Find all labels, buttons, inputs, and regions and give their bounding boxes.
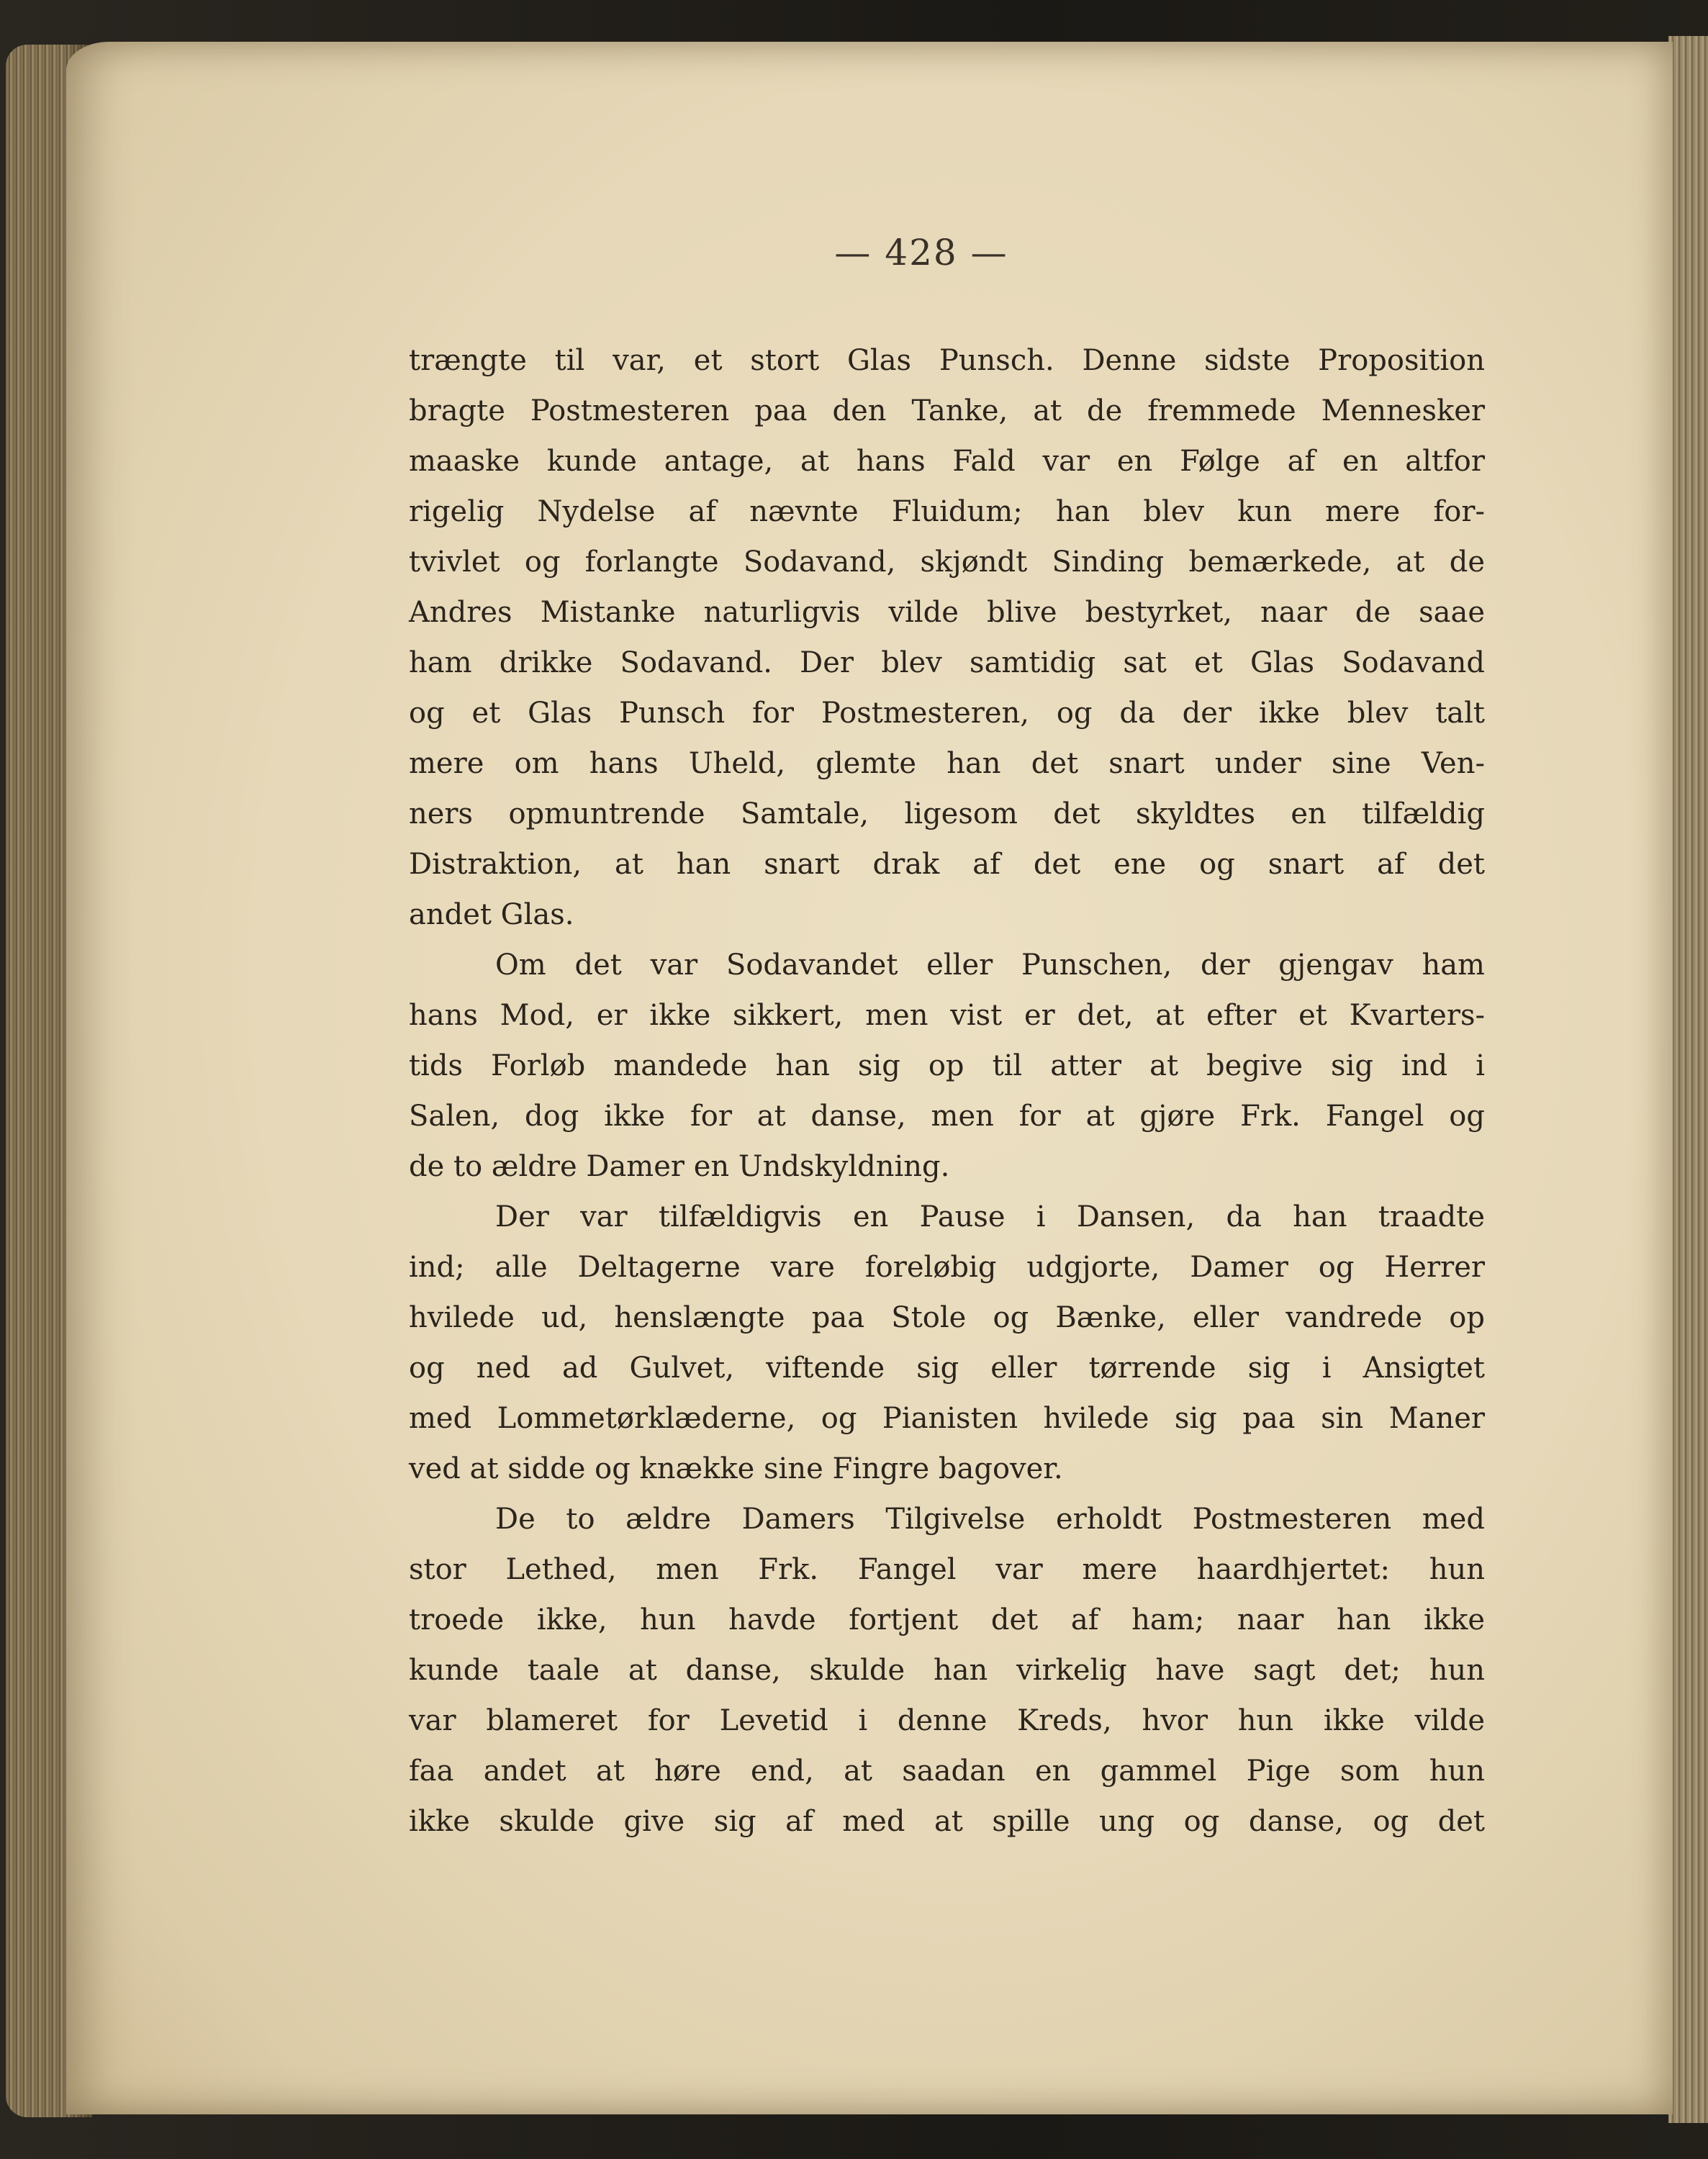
text-line: andet Glas. (409, 898, 574, 931)
text-line: kunde taale at danse, skulde han virkelig have sagt det; hun (409, 1654, 1485, 1687)
text-line: troede ikke, hun havde fortjent det af ham; naar han ikke (409, 1603, 1485, 1637)
text-line: ved at sidde og knække sine Fingre bagover. (409, 1452, 1063, 1485)
text-line: ham drikke Sodavand. Der blev samtidig sat et Glas Sodavand (409, 646, 1485, 679)
text-line: og et Glas Punsch for Postmesteren, og da der ikke blev talt (409, 697, 1485, 730)
text-line: hans Mod, er ikke sikkert, men vist er det, at efter et Kvarters- (409, 999, 1485, 1032)
text-line: rigelig Nydelse af nævnte Fluidum; han blev kun mere for- (409, 495, 1485, 528)
text-line: bragte Postmesteren paa den Tanke, at de fremmede Mennesker (409, 394, 1485, 427)
text-line: ners opmuntrende Samtale, ligesom det skyldtes en tilfældig (409, 797, 1485, 830)
text-line: trængte til var, et stort Glas Punsch. Denne sidste Proposition (409, 344, 1485, 377)
text-line: var blameret for Levetid i denne Kreds, hvor hun ikke vilde (409, 1704, 1485, 1737)
text-line: Distraktion, at han snart drak af det ene og snart af det (409, 848, 1485, 881)
text-line: Andres Mistanke naturligvis vilde blive bestyrket, naar de saae (409, 596, 1485, 629)
right-page-edges (1668, 36, 1708, 2123)
text-line: ikke skulde give sig af med at spille ung og danse, og det (409, 1805, 1485, 1838)
text-line: faa andet at høre end, at saadan en gammel Pige som hun (409, 1755, 1485, 1788)
text-line: Om det var Sodavandet eller Punschen, der gjengav ham (495, 949, 1485, 982)
text-line: tids Forløb mandede han sig op til atter at begive sig ind i (409, 1049, 1485, 1082)
text-line: med Lommetørklæderne, og Pianisten hvilede sig paa sin Maner (409, 1402, 1485, 1435)
text-line: mere om hans Uheld, glemte han det snart under sine Ven- (409, 747, 1485, 780)
text-line: maaske kunde antage, at hans Fald var en Følge af en altfor (409, 445, 1485, 478)
text-line: hvilede ud, henslængte paa Stole og Bænke, eller vandrede op (409, 1301, 1485, 1334)
page-number: — 428 — (834, 232, 1008, 273)
text-line: tvivlet og forlangte Sodavand, skjøndt Sinding bemærkede, at de (409, 546, 1485, 579)
text-line: Salen, dog ikke for at danse, men for at gjøre Frk. Fangel og (409, 1100, 1485, 1133)
text-line: og ned ad Gulvet, viftende sig eller tørrende sig i Ansigtet (409, 1352, 1485, 1385)
text-line: de to ældre Damer en Undskyldning. (409, 1150, 950, 1183)
text-line: De to ældre Damers Tilgivelse erholdt Postmesteren med (495, 1503, 1485, 1536)
text-line: ind; alle Deltagerne vare foreløbig udgjorte, Damer og Herrer (409, 1251, 1485, 1284)
text-line: stor Lethed, men Frk. Fangel var mere haardhjertet: hun (409, 1553, 1485, 1586)
text-line: Der var tilfældigvis en Pause i Dansen, da han traadte (495, 1200, 1485, 1234)
